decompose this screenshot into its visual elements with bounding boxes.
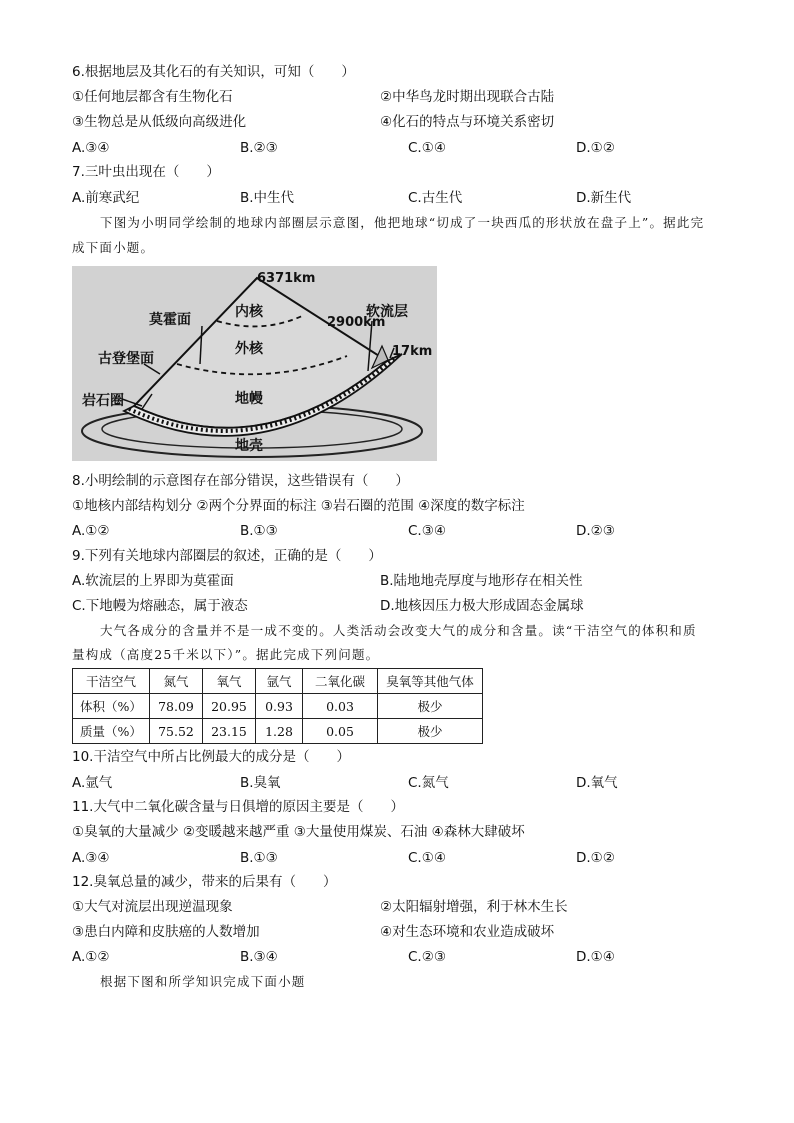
label-crust: 地壳: [235, 438, 263, 454]
intro-paragraph-2-line-1: 大气各成分的含量并不是一成不变的。人类活动会改变大气的成分和含量。读“干洁空气的体积和质: [100, 623, 697, 638]
dry-air-composition-table: [72, 668, 483, 744]
q10-stem: 10.干洁空气中所占比例最大的成分是（ ）: [72, 749, 350, 765]
table-cell: 质量（%）: [73, 719, 150, 744]
table-cell: 极少: [378, 694, 483, 719]
table-header: 干洁空气: [73, 669, 150, 694]
q6-option-c[interactable]: C.①④: [408, 140, 446, 156]
label-moho: 莫霍面: [149, 312, 191, 328]
intro-paragraph-1-line-2: 成下面小题。: [72, 240, 155, 255]
label-asthenosphere: 软流层: [366, 304, 408, 320]
table-header: 氧气: [203, 669, 256, 694]
q12-statement-4: ④对生态环境和农业造成破坏: [380, 924, 555, 940]
q9-option-a[interactable]: A.软流层的上界即为莫霍面: [72, 573, 234, 589]
q6-stem: 6.根据地层及其化石的有关知识，可知（ ）: [72, 64, 355, 80]
table-header-row: [73, 669, 483, 694]
q10-option-a[interactable]: A.氩气: [72, 775, 113, 791]
table-header: 臭氧等其他气体: [378, 669, 483, 694]
label-mantle: 地幔: [235, 391, 263, 407]
q12-option-a[interactable]: A.①②: [72, 949, 110, 965]
label-inner-core: 内核: [235, 304, 263, 320]
q11-option-c[interactable]: C.①④: [408, 850, 446, 866]
q8-statements: ①地核内部结构划分 ②两个分界面的标注 ③岩石圈的范围 ④深度的数字标注: [72, 498, 525, 514]
q7-option-b[interactable]: B.中生代: [240, 190, 295, 206]
label-gutenberg-depth: 2900km: [327, 315, 386, 330]
q12-statement-3: ③患白内障和皮肤癌的人数增加: [72, 924, 260, 940]
q9-stem: 9.下列有关地球内部圈层的叙述，正确的是（ ）: [72, 548, 382, 564]
q7-option-a[interactable]: A.前寒武纪: [72, 190, 140, 206]
intro-paragraph-2-line-2: 量构成（高度25千米以下）”。据此完成下列问题。: [72, 647, 380, 662]
q11-stem: 11.大气中二氧化碳含量与日俱增的原因主要是（ ）: [72, 799, 404, 815]
table-header: 氮气: [150, 669, 203, 694]
q11-option-d[interactable]: D.①②: [576, 850, 615, 866]
table-cell: 体积（%）: [73, 694, 150, 719]
q10-option-b[interactable]: B.臭氧: [240, 775, 281, 791]
table-cell: 78.09: [150, 694, 203, 719]
label-radius: 6371km: [257, 271, 316, 286]
table-cell: 0.93: [256, 694, 303, 719]
q9-option-b[interactable]: B.陆地地壳厚度与地形存在相关性: [380, 573, 583, 589]
q11-option-b[interactable]: B.①③: [240, 850, 278, 866]
outro-instruction: 根据下图和所学知识完成下面小题: [100, 974, 306, 989]
q6-statement-1: ①任何地层都含有生物化石: [72, 89, 233, 105]
table-row: [73, 694, 483, 719]
table-cell: 0.05: [303, 719, 378, 744]
q11-statements: ①臭氧的大量减少 ②变暖越来越严重 ③大量使用煤炭、石油 ④森林大肆破坏: [72, 824, 525, 840]
q6-statement-3: ③生物总是从低级向高级进化: [72, 114, 247, 130]
q12-option-b[interactable]: B.③④: [240, 949, 278, 965]
table-cell: 75.52: [150, 719, 203, 744]
q12-option-d[interactable]: D.①④: [576, 949, 615, 965]
q8-option-d[interactable]: D.②③: [576, 523, 615, 539]
table-row: [73, 719, 483, 744]
table-cell: 1.28: [256, 719, 303, 744]
q7-stem: 7.三叶虫出现在（ ）: [72, 164, 220, 180]
q8-option-a[interactable]: A.①②: [72, 523, 110, 539]
q10-option-d[interactable]: D.氧气: [576, 775, 618, 791]
q9-option-d[interactable]: D.地核因压力极大形成固态金属球: [380, 598, 584, 614]
q8-option-c[interactable]: C.③④: [408, 523, 446, 539]
q6-option-d[interactable]: D.①②: [576, 140, 615, 156]
label-depth-17: 17km: [392, 344, 433, 359]
intro-paragraph-1-line-1: 下图为小明同学绘制的地球内部圈层示意图，他把地球“切成了一块西瓜的形状放在盘子上”。据此完: [100, 215, 705, 230]
table-cell: 20.95: [203, 694, 256, 719]
q7-option-d[interactable]: D.新生代: [576, 190, 632, 206]
earth-interior-diagram: [72, 266, 437, 461]
q9-option-c[interactable]: C.下地幔为熔融态，属于液态: [72, 598, 248, 614]
q7-option-c[interactable]: C.古生代: [408, 190, 463, 206]
q12-option-c[interactable]: C.②③: [408, 949, 446, 965]
label-gutenberg: 古登堡面: [98, 351, 154, 367]
q11-option-a[interactable]: A.③④: [72, 850, 110, 866]
q12-stem: 12.臭氧总量的减少，带来的后果有（ ）: [72, 874, 337, 890]
q6-option-a[interactable]: A.③④: [72, 140, 110, 156]
earth-interior-figure: [72, 266, 437, 461]
q10-option-c[interactable]: C.氮气: [408, 775, 449, 791]
table-header: 二氧化碳: [303, 669, 378, 694]
q8-option-b[interactable]: B.①③: [240, 523, 278, 539]
table-cell: 0.03: [303, 694, 378, 719]
q12-statement-1: ①大气对流层出现逆温现象: [72, 899, 233, 915]
label-lithosphere: 岩石圈: [82, 393, 124, 409]
table-cell: 极少: [378, 719, 483, 744]
q8-stem: 8.小明绘制的示意图存在部分错误，这些错误有（ ）: [72, 473, 409, 489]
label-outer-core: 外核: [235, 341, 263, 357]
table-cell: 23.15: [203, 719, 256, 744]
table-header: 氩气: [256, 669, 303, 694]
q6-statement-2: ②中华鸟龙时期出现联合古陆: [380, 89, 555, 105]
q12-statement-2: ②太阳辐射增强，利于林木生长: [380, 899, 568, 915]
q6-option-b[interactable]: B.②③: [240, 140, 278, 156]
q6-statement-4: ④化石的特点与环境关系密切: [380, 114, 555, 130]
